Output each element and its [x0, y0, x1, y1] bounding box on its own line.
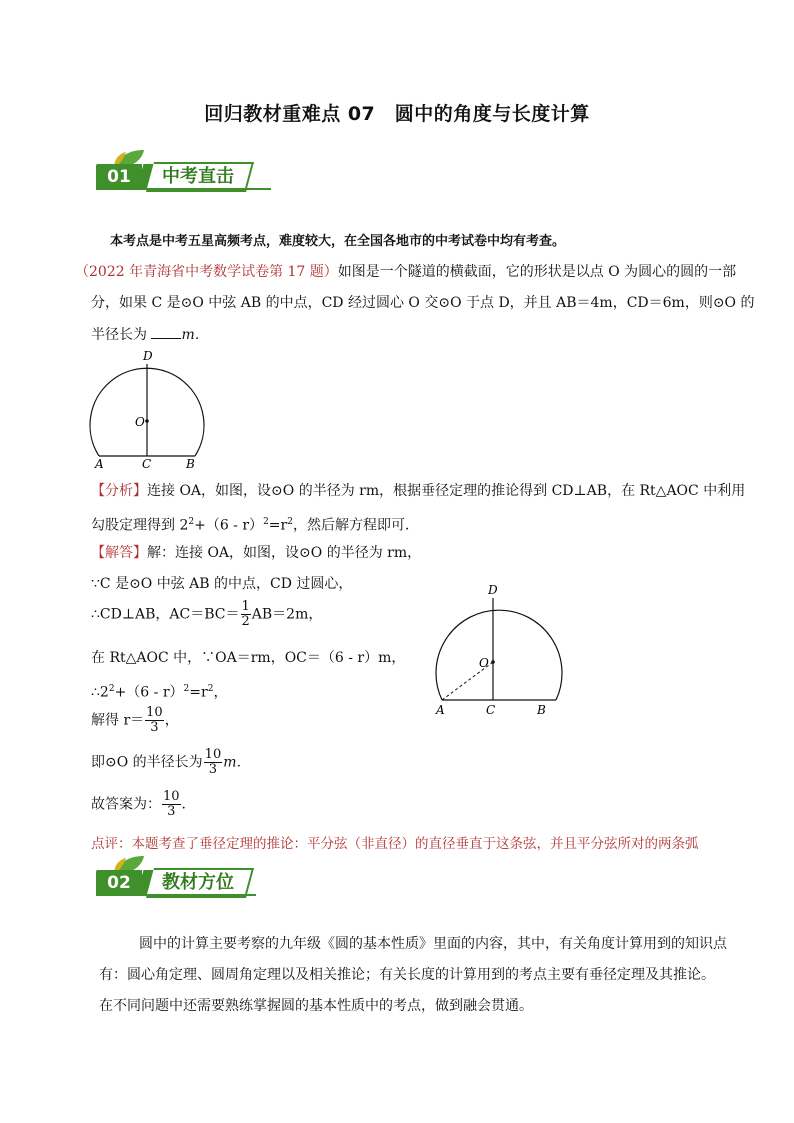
- solution-line-7: 即⊙O 的半径长为 $\frac{10}{3}$ m．: [91, 747, 251, 777]
- solution-line-4: 在 Rt△AOC 中，∵OA＝rm，OC＝（6 - r）m，: [91, 650, 406, 666]
- section-label: 教材方位: [146, 868, 254, 898]
- section-badge-02: [96, 854, 296, 894]
- problem-line-2: 分，如果 C 是⊙O 中弦 AB 的中点，CD 经过圆心 O 交⊙O 于点 D，并且 AB＝4m，CD＝6m，则⊙O 的: [91, 295, 755, 311]
- analysis-tag: 【分析】: [91, 483, 147, 499]
- answer-blank: [151, 324, 181, 339]
- problem-text-3: 半径长为: [91, 327, 147, 343]
- problem-line-3: [91, 324, 209, 345]
- fraction-ten-thirds: $\frac{10}{3}$: [163, 789, 180, 819]
- label-C: C: [142, 457, 152, 471]
- analysis-line-1: [91, 481, 745, 501]
- figure-tunnel-large: [425, 578, 565, 718]
- problem-text-1: 如图是一个隧道的横截面，它的形状是以点 O 为圆心的圆的一部: [337, 264, 737, 280]
- problem-source: （2022 年青海省中考数学试卷第 17 题）: [75, 264, 338, 280]
- solution-line-8: 故答案为： $\frac{10}{3}$ ．: [91, 789, 196, 819]
- fraction-half: $\frac{1}{2}$: [241, 599, 250, 629]
- solution-line-6: 解得 r＝ $\frac{10}{3}$ ，: [91, 705, 179, 735]
- label-D: D: [488, 583, 498, 597]
- textbook-line-1: 圆中的计算主要考察的九年级《圆的基本性质》里面的内容，其中，有关角度计算用到的知识点: [139, 936, 727, 952]
- solution-tag: 【解答】: [91, 545, 147, 561]
- label-C: C: [486, 703, 496, 717]
- badge-underline: [96, 894, 256, 896]
- label-D: D: [143, 349, 153, 363]
- solution-line-3: ∴CD⊥AB，AC＝BC＝ $\frac{1}{2}$ AB＝2m，: [91, 599, 323, 629]
- textbook-line-3: 在不同问题中还需要熟练掌握圆的基本性质中的考点，做到融会贯通。: [99, 998, 533, 1014]
- section-number: 02: [96, 870, 142, 896]
- badge-underline: [96, 188, 271, 190]
- section-number: 01: [96, 164, 142, 190]
- label-O: O: [479, 656, 489, 670]
- problem-line-1: [75, 262, 736, 282]
- intro-text: 本考点是中考五星高频考点，难度较大，在全国各地市的中考试卷中均有考查。: [110, 234, 566, 249]
- figure-tunnel-small: [85, 344, 220, 474]
- label-A: A: [95, 457, 104, 471]
- label-B: B: [186, 457, 195, 471]
- analysis-text-1: 连接 OA，如图，设⊙O 的半径为 rm，根据垂径定理的推论得到 CD⊥AB，在 Rt△AOC 中利用: [147, 483, 746, 499]
- textbook-line-2: 有：圆心角定理、圆周角定理以及相关推论；有关长度的计算用到的考点主要有垂径定理及其推论。: [99, 967, 715, 983]
- solution-line-1: 【解答】解：连接 OA，如图，设⊙O 的半径为 rm，: [91, 545, 422, 561]
- page-title: 回归教材重难点 07 圆中的角度与长度计算: [204, 103, 590, 125]
- label-B: B: [537, 703, 546, 717]
- solution-line-2: ∵C 是⊙O 中弦 AB 的中点，CD 过圆心，: [91, 576, 353, 592]
- solution-line-5: $\therefore 2^2+(6 - r)^2=r^2$，: [91, 684, 228, 701]
- analysis-line-2: 勾股定理得到 $2^2+(6 - r)^2=r^2$，然后解方程即可．: [91, 517, 419, 534]
- problem-unit: m．: [181, 327, 209, 343]
- fraction-ten-thirds: $\frac{10}{3}$: [146, 705, 163, 735]
- fraction-ten-thirds: $\frac{10}{3}$: [204, 747, 222, 777]
- section-label: 中考直击: [146, 162, 254, 192]
- comment-text: 点评：本题考查了垂径定理的推论：平分弦（非直径）的直径垂直于这条弦，并且平分弦所对的两条弧: [91, 836, 699, 852]
- label-A: A: [436, 703, 445, 717]
- section-badge-01: [96, 148, 296, 188]
- label-O: O: [135, 415, 145, 429]
